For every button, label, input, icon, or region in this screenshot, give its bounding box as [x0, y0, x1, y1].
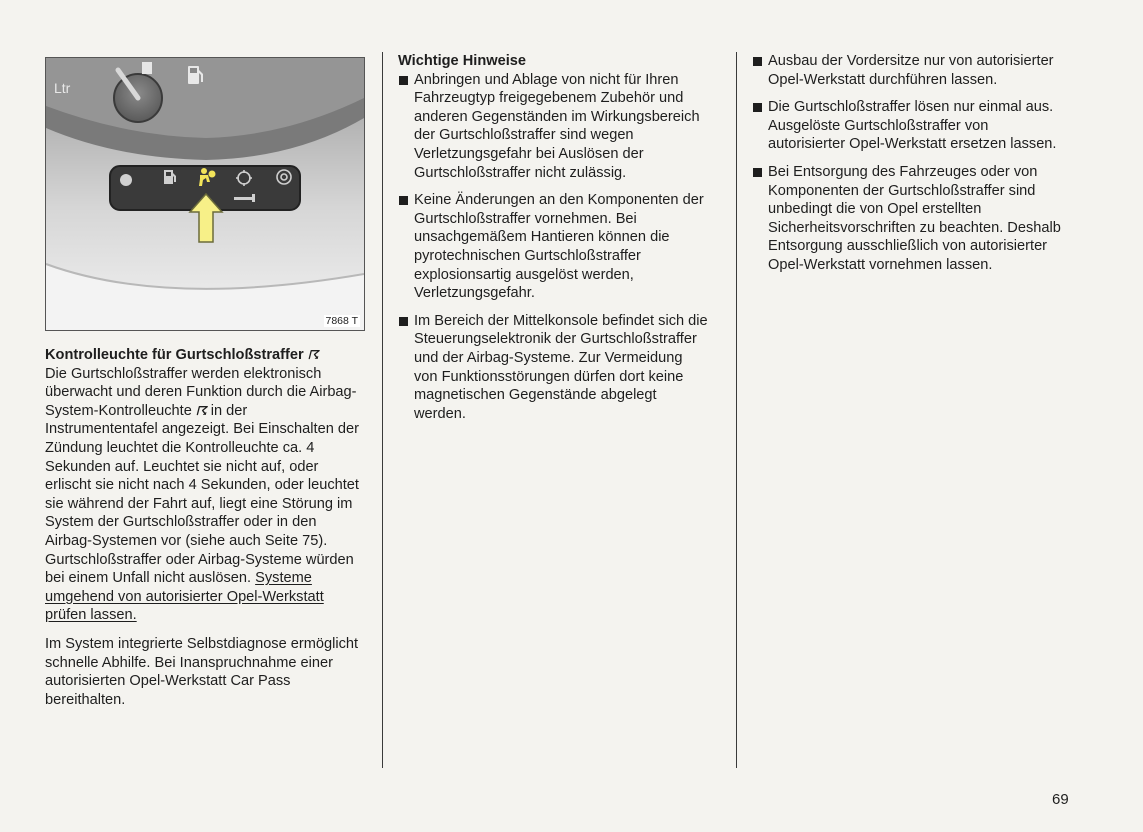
column-divider-2 [736, 52, 737, 768]
instrument-cluster-illustration [46, 58, 364, 330]
section-heading [45, 346, 363, 365]
airbag-warning-icon: ☈ [307, 348, 319, 362]
paragraph-part-a: Die Gurtschloßstraffer werden elektronisch überwacht und deren Funktion durch die Airbag-System-Kontrolleuchte [45, 365, 357, 419]
gauge-label: Ltr [54, 80, 71, 96]
paragraph-self-diagnosis: Im System integrierte Selbstdiagnose ermöglicht schnelle Abhilfe. Bei Inanspruchnahme einer autorisierten Opel-Werkstatt Car Pass bereithalten. [45, 635, 359, 708]
heading-text: Kontrolleuchte für Gurtschloßstraffer [45, 347, 304, 363]
important-notes-heading: Wichtige Hinweise [398, 53, 526, 69]
middle-column [398, 52, 710, 432]
paragraph-underlined-instruction: Systeme umgehend von autorisierter Opel-Werkstatt prüfen lassen. [45, 570, 324, 624]
bullet-item: Bei Entsorgung des Fahrzeuges oder von Komponenten der Gurtschloßstraffer sind unbedingt die von Opel erstellten Sicherheitsvorschriften zu beachten. Deshalb Entsorgung ausschließlich von autorisierter Opel-Werkstatt vornehmen lassen. [752, 163, 1062, 275]
left-column [45, 346, 363, 719]
bullet-item: Keine Änderungen an den Komponenten der Gurtschloßstraffer vornehmen. Bei unsachgemäßem Hantieren können die pyrotechnischen Gurtschloßstraffer explosionsartig ausgelöst werden, Verletzungsgefahr. [398, 191, 710, 303]
right-column [752, 52, 1062, 284]
page-number: 69 [1052, 791, 1069, 808]
bullet-item: Anbringen und Ablage von nicht für Ihren Fahrzeugtyp freigegebenem Zubehör und anderen Gegenständen im Wirkungsbereich der Gurtschloßstraffer sind wegen Verletzungsgefahr bei Auslösen der Gurtschloßstraffer nicht zulässig. [398, 71, 710, 183]
bullet-item: Ausbau der Vordersitze nur von autorisierter Opel-Werkstatt durchführen lassen. [752, 52, 1062, 89]
column-divider-1 [382, 52, 383, 768]
paragraph-part-b: in der Instrumententafel angezeigt. Bei Einschalten der Zündung leuchtet die Kontrolleuchte ca. 4 Sekunden auf. Leuchtet sie nicht auf, oder erlischt sie nicht nach 4 Sekunden, oder leuchtet sie während der Fahrt auf, liegt eine Störung im System der Gurtschloßstraffer oder in den Airbag-Systemen vor (siehe auch Seite 75). Gurtschloßstraffer oder Airbag-Systeme würden bei einem Unfall nicht auslösen. [45, 402, 359, 587]
bullet-item: Die Gurtschloßstraffer lösen nur einmal aus. Ausgelöste Gurtschloßstraffer von autorisierter Opel-Werkstatt ersetzen lassen. [752, 98, 1062, 154]
paragraph-description [45, 365, 363, 625]
airbag-inline-icon: ☈ [195, 403, 207, 418]
instrument-panel-figure [45, 57, 365, 331]
bullet-item: Im Bereich der Mittelkonsole befindet sich die Steuerungselektronik der Gurtschloßstraffer und der Airbag-Systeme. Zur Vermeidung von Funktionsstörungen dürfen dort keine magnetischen Gegenstände abgelegt werden. [398, 312, 710, 424]
figure-number: 7868 T [325, 315, 358, 327]
